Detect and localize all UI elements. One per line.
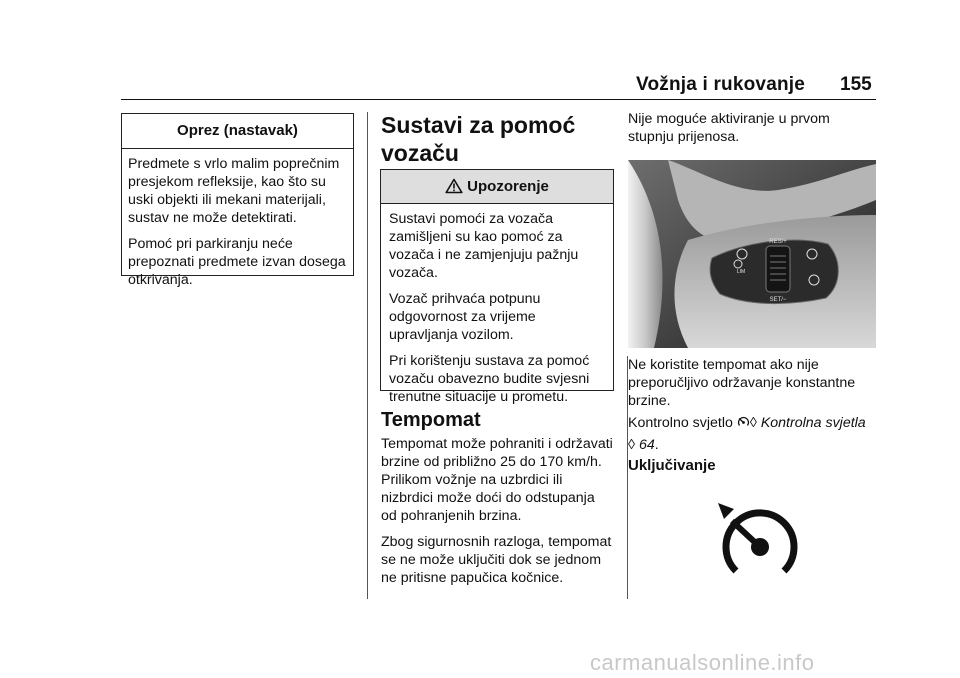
- warning-heading: [381, 170, 613, 204]
- page-number: 155: [840, 74, 872, 95]
- warning-paragraph: Vozač prihvaća potpunu odgovornost za vrijeme upravljanja vozilom.: [389, 291, 541, 343]
- header-divider: [121, 99, 876, 100]
- warning-triangle-icon: [445, 178, 463, 194]
- lamp-prefix: Kontrolno svjetlo: [628, 415, 733, 431]
- warning-heading-label: Upozorenje: [467, 178, 549, 195]
- cruise-control-lamp-icon: [737, 416, 750, 428]
- section-title: Sustavi za pomoć vozaču: [381, 112, 576, 166]
- cruise-control-icon: [712, 495, 808, 579]
- ref-arrow: ◊: [749, 415, 757, 431]
- tempomat-paragraph: Zbog sigurnosnih razloga, tempomat se ne može uključiti dok se jednom ne pritisne papučica kočnice.: [381, 534, 612, 586]
- warning-box: [380, 169, 614, 405]
- caution-paragraph: Pomoć pri parkiranju neće prepoznati predmete izvan dosega otkrivanja.: [128, 236, 346, 288]
- first-gear-note: Nije moguće aktiviranje u prvom stupnju prijenosa.: [628, 111, 830, 145]
- lamp-ref-page[interactable]: 64: [638, 437, 655, 453]
- warning-paragraph: Sustavi pomoći za vozača zamišljeni su kao pomoć za vozača i ne zamjenjuju pažnju vozača.: [389, 211, 579, 281]
- caution-box: [121, 113, 354, 288]
- header-title: Vožnja i rukovanje: [636, 74, 806, 95]
- column-divider-left: [367, 112, 368, 599]
- set-label: SET/−: [769, 297, 787, 303]
- control-lamp-reference: [628, 412, 876, 456]
- activation-subheading: Uključivanje: [628, 457, 716, 474]
- ref-arrow: ◊: [628, 437, 636, 453]
- tempomat-text: [381, 435, 613, 595]
- lamp-ref-link[interactable]: Kontrolna svjetla: [760, 415, 866, 431]
- tempomat-paragraph: Tempomat može pohraniti i održavati brzine od približno 25 do 170 km/h. Prilikom vožnje na uzbrdici ili nizbrdici može doći do odstupanja od pohranjenih brzina.: [381, 436, 613, 524]
- caution-heading: Oprez (nastavak): [122, 114, 353, 149]
- lim-label: LIM: [736, 269, 746, 275]
- steering-wheel-controls-photo: [628, 160, 876, 348]
- lamp-suffix: .: [654, 437, 659, 453]
- res-label: RES/+: [769, 239, 787, 245]
- warning-paragraph: Pri korištenju sustava za pomoć vozaču obavezno budite svjesni trenutne situacije u prometu.: [389, 353, 590, 405]
- constant-speed-note: Ne koristite tempomat ako nije preporučljivo održavanje konstantne brzine.: [628, 357, 856, 409]
- caution-paragraph: Predmete s vrlo malim poprečnim presjekom refleksije, kao što su uski objekti ili mekani materijali, sustav ne može detektirati.: [128, 156, 340, 226]
- tempomat-title: Tempomat: [381, 409, 481, 431]
- watermark: carmanualsonline.info: [590, 650, 815, 675]
